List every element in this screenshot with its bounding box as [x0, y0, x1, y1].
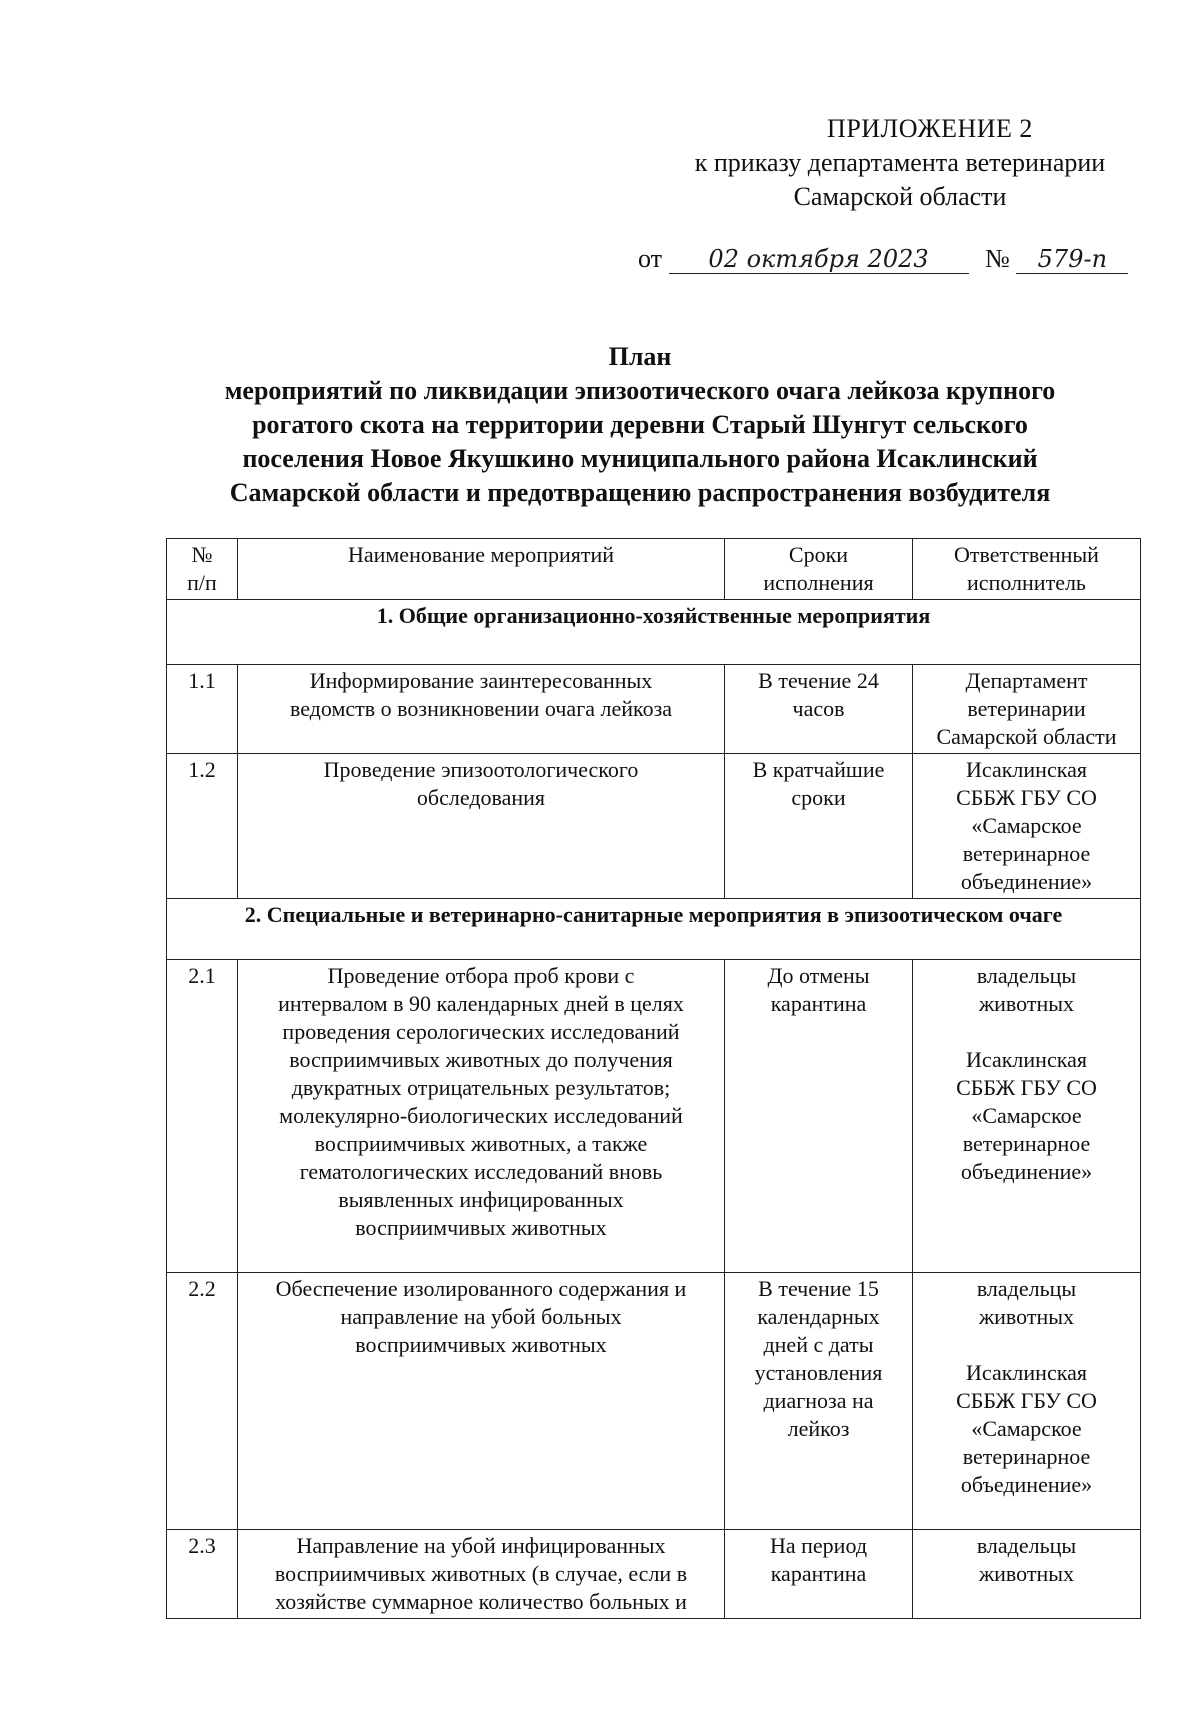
row-deadline: В течение 24 часов — [725, 665, 913, 754]
row-name: Проведение отбора проб крови с интервалом в 90 календарных дней в целях проведения серологических исследований восприимчивых животных до получения двукратных отрицательных результатов; молекулярно-биологических исследований восприимчивых животных, а также гематологических исследований вновь выявленных инфицированных восприимчивых животных — [238, 960, 725, 1273]
table-row — [167, 1273, 1141, 1530]
row-num: 2.1 — [167, 960, 238, 1273]
section-row — [167, 600, 1141, 665]
row-deadline: До отмены карантина — [725, 960, 913, 1273]
row-responsible: Исаклинская СББЖ ГБУ СО «Самарское ветеринарное объединение» — [913, 754, 1141, 899]
header-num: № п/п — [167, 539, 238, 600]
section-title: 2. Специальные и ветеринарно-санитарные мероприятия в эпизоотическом очаге — [167, 899, 1141, 960]
row-num: 1.1 — [167, 665, 238, 754]
document-title-line: поселения Новое Якушкино муниципального района Исаклинский — [242, 444, 1038, 473]
section-row — [167, 899, 1141, 960]
order-reference — [638, 244, 1128, 274]
table-header-row — [167, 539, 1141, 600]
row-deadline: На период карантина — [725, 1530, 913, 1619]
appendix-title: ПРИЛОЖЕНИЕ 2 — [827, 114, 1033, 143]
row-num: 2.3 — [167, 1530, 238, 1619]
section-title: 1. Общие организационно-хозяйственные мероприятия — [167, 600, 1141, 665]
row-num: 1.2 — [167, 754, 238, 899]
appendix-line: Самарской области — [793, 182, 1007, 211]
table-row — [167, 960, 1141, 1273]
header-responsible: Ответственный исполнитель — [913, 539, 1141, 600]
row-deadline: В течение 15 календарных дней с даты установления диагноза на лейкоз — [725, 1273, 913, 1530]
table-row — [167, 754, 1141, 899]
row-responsible: владельцы животных Исаклинская СББЖ ГБУ СО «Самарское ветеринарное объединение» — [913, 1273, 1141, 1530]
row-responsible: владельцы животных Исаклинская СББЖ ГБУ СО «Самарское ветеринарное объединение» — [913, 960, 1141, 1273]
document-title — [170, 340, 1110, 510]
order-date-handwritten: 02 октября 2023 — [669, 245, 969, 274]
header-name: Наименование мероприятий — [238, 539, 725, 600]
order-number-label: № — [985, 244, 1010, 273]
plan-table — [166, 538, 1141, 1619]
document-heading: План — [608, 342, 672, 371]
appendix-block — [640, 112, 1160, 214]
row-responsible: Департамент ветеринарии Самарской области — [913, 665, 1141, 754]
row-deadline: В кратчайшие сроки — [725, 754, 913, 899]
document-title-line: рогатого скота на территории деревни Старый Шунгут сельского — [252, 410, 1028, 439]
table-row — [167, 665, 1141, 754]
table-row — [167, 1530, 1141, 1619]
row-name: Информирование заинтересованных ведомств о возникновении очага лейкоза — [238, 665, 725, 754]
document-title-line: мероприятий по ликвидации эпизоотического очага лейкоза крупного — [224, 376, 1056, 405]
order-from-label: от — [638, 244, 663, 273]
row-name: Обеспечение изолированного содержания и направление на убой больных восприимчивых животных — [238, 1273, 725, 1530]
row-responsible: владельцы животных — [913, 1530, 1141, 1619]
document-title-line: Самарской области и предотвращению распространения возбудителя — [229, 478, 1051, 507]
row-name: Проведение эпизоотологического обследования — [238, 754, 725, 899]
header-deadline: Сроки исполнения — [725, 539, 913, 600]
row-num: 2.2 — [167, 1273, 238, 1530]
order-number-handwritten: 579-п — [1016, 245, 1128, 274]
appendix-line: к приказу департамента ветеринарии — [694, 148, 1106, 177]
row-name: Направление на убой инфицированных восприимчивых животных (в случае, если в хозяйстве суммарное количество больных и — [238, 1530, 725, 1619]
